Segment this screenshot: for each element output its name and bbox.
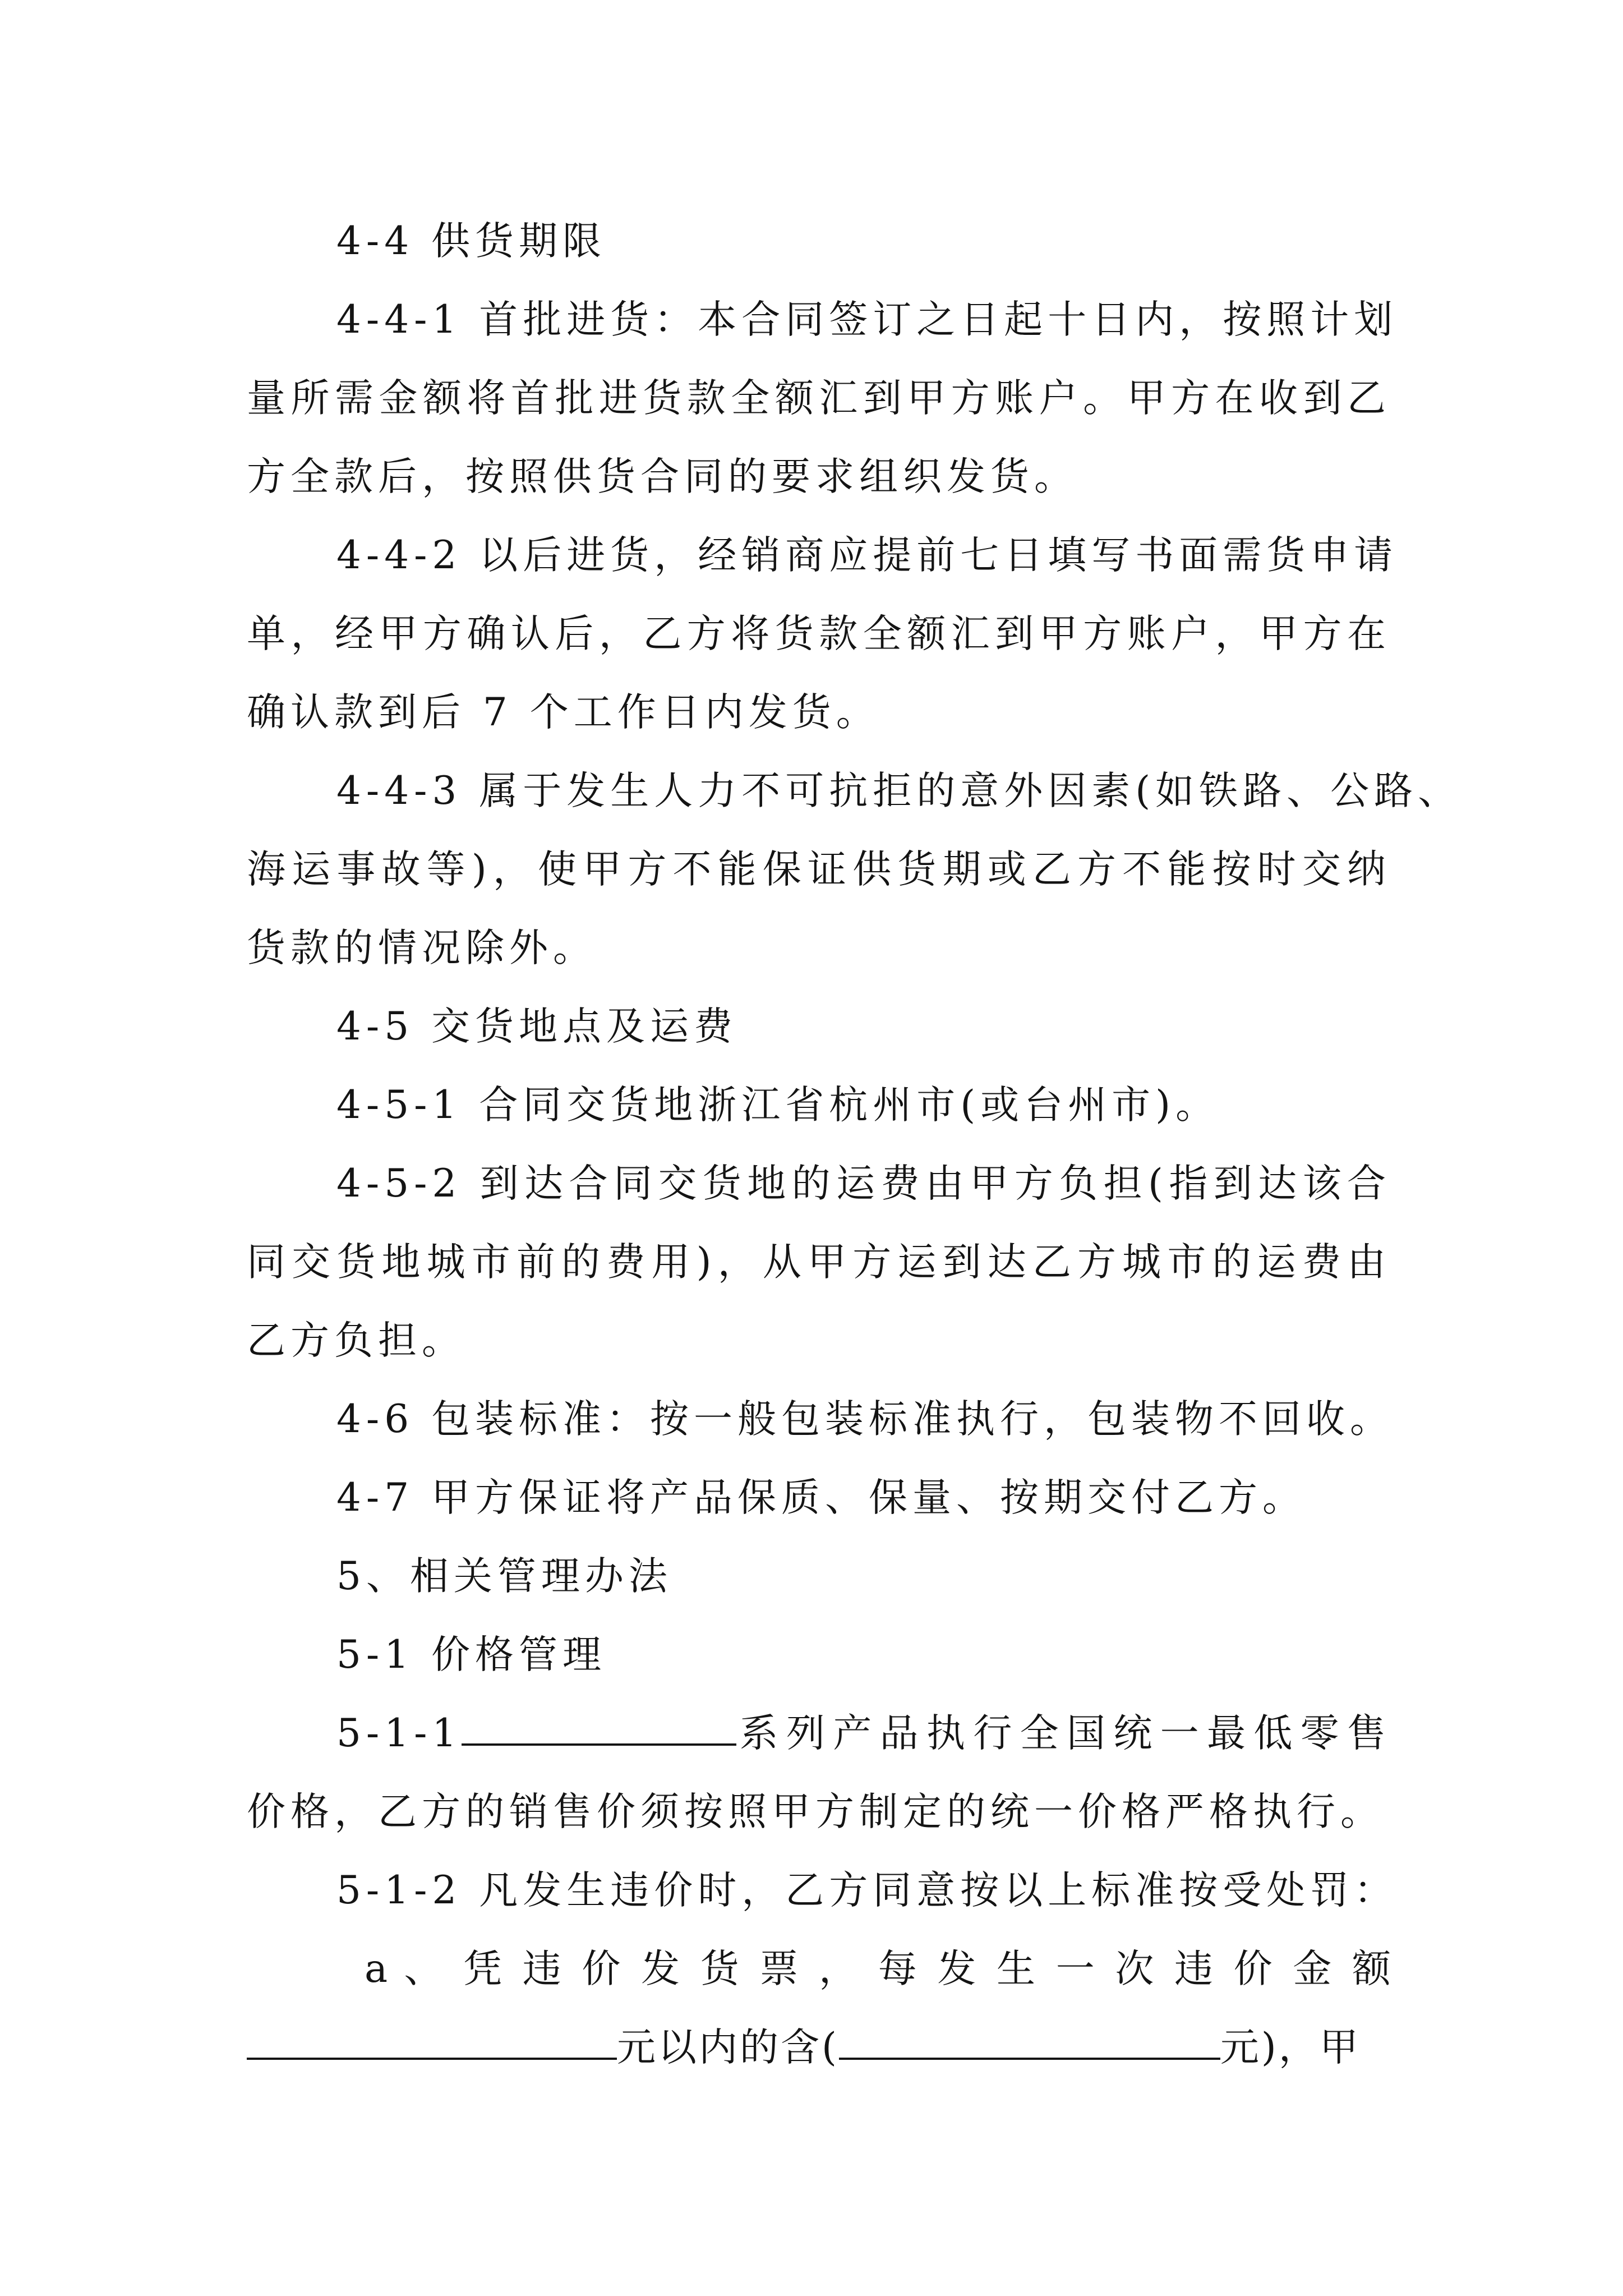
clause-4-4-1-line-2: 量所需金额将首批进货款全额汇到甲方账户。甲方在收到乙 [247,376,1391,421]
clause-4-5-2-line-2: 同交货地城市前的费用)，从甲方运到达乙方城市的运费由 [247,1240,1391,1285]
clause-4-4-1-line-3: 方全款后，按照供货合同的要求组织发货。 [247,454,1078,499]
clause-4-4-2-line-3: 确认款到后 7 个工作日内发货。 [247,690,880,735]
clause-5-1-1-number: 5-1-1 [336,1711,462,1756]
amount-text-2: 元)，甲 [1220,2025,1361,2070]
section-heading-4-4: 4-4 供货期限 [336,219,607,264]
clause-4-7: 4-7 甲方保证将产品保质、保量、按期交付乙方。 [336,1475,1307,1520]
product-series-blank [462,1700,736,1746]
amount-text-1: 元以内的含( [617,2025,839,2070]
clause-5-1-1-line-1 [336,1700,1391,1767]
clause-4-4-3-line-3: 货款的情况除外。 [247,926,597,970]
clause-4-6: 4-6 包装标准：按一般包装标准执行，包装物不回收。 [336,1397,1394,1442]
clause-5-1-1-line-2: 价格，乙方的销售价须按照甲方制定的统一价格严格执行。 [247,1789,1384,1834]
section-heading-4-5: 4-5 交货地点及运费 [336,1004,738,1049]
amount-blank-2 [839,2014,1220,2060]
clause-4-4-3-line-2: 海运事故等)，使甲方不能保证供货期或乙方不能按时交纳 [247,847,1391,892]
clause-5-1-1-text: 系列产品执行全国统一最低零售 [736,1711,1391,1756]
section-heading-5: 5、相关管理办法 [336,1554,672,1599]
clause-4-4-2-line-1: 4-4-2 以后进货，经销商应提前七日填写书面需货申请 [336,533,1398,578]
section-heading-5-1: 5-1 价格管理 [336,1632,607,1677]
amount-blank-1 [247,2014,617,2060]
clause-4-4-3-line-1: 4-4-3 属于发生人力不可抗拒的意外因素(如铁路、公路、 [336,769,1462,813]
clause-5-1-2: 5-1-2 凡发生违价时，乙方同意按以上标准按受处罚： [336,1868,1398,1913]
clause-4-5-2-line-3: 乙方负担。 [247,1318,465,1363]
clause-4-4-1-line-1: 4-4-1 首批进货：本合同签订之日起十日内，按照计划 [336,297,1398,342]
clause-4-4-2-line-2: 单，经甲方确认后，乙方将货款全额汇到甲方账户，甲方在 [247,611,1391,656]
clause-4-5-2-line-1: 4-5-2 到达合同交货地的运费由甲方负担(指到达该合 [336,1161,1391,1206]
clause-a-line-2 [247,2014,1391,2081]
clause-4-5-1: 4-5-1 合同交货地浙江省杭州市(或台州市)。 [336,1083,1220,1128]
clause-a-line-1: a 、 凭 违 价 发 货 票 ， 每 发 生 一 次 违 价 金 额 [365,1947,1391,1991]
